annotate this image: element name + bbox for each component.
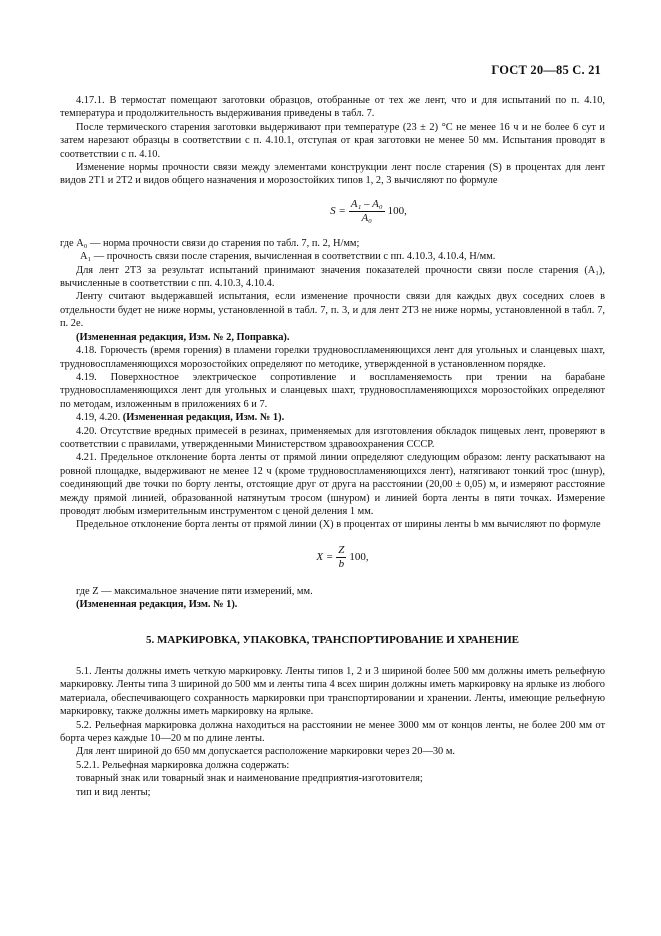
paragraph-5-2-b: Для лент шириной до 650 мм допускается расположение маркировки через 20—30 м. — [76, 746, 455, 758]
paragraph-4-18: 4.18. Горючесть (время горения) в пламени горелки трудновоспламеняющихся лент для угольных и сланцевых шахт, трудновоспламеняющихся морозостойких определяют по методике, утвержденной в установленном порядке. — [60, 345, 605, 370]
paragraph-5-2: 5.2. Рельефная маркировка должна находиться на расстоянии не менее 3000 мм от концов ленты, не более 200 мм от борта через каждые 10—20 м по длине ленты. — [60, 719, 605, 745]
list-item: тип и вид ленты; — [76, 786, 151, 798]
formula-s — [132, 198, 605, 225]
where-a0: где A₀ — норма прочности связи до старения по табл. 7, п. 2, Н/мм; — [60, 237, 360, 249]
paragraph-4-20: 4.20. Отсутствие вредных примесей в резинах, применяемых для изготовления обкладок пищевых лент, проверяют в соответствии с правилами, утвержденными Министерством здравоохранения СССР. — [60, 425, 605, 450]
formula-s-denominator: A₀ — [361, 211, 372, 224]
edition-note-2-prefix: 4.19, 4.20. — [76, 412, 123, 424]
formula-s-numerator: A₁ – A₀ — [350, 197, 383, 210]
formula-s-lhs: S = — [330, 204, 346, 217]
edition-note-2 — [60, 411, 605, 424]
where-a1: A₁ — прочность связи после старения, вычисленная в соответствии с пп. 4.10.3, 4.10.4, Н/мм. — [80, 251, 496, 263]
page-header: ГОСТ 20—85 С. 21 — [491, 63, 601, 77]
paragraph-4-17-1: 4.17.1. В термостат помещают заготовки образцов, отобранные от тех же лент, что и для испытаний по п. 4.10, температура и продолжительность выдерживания приведены в табл. 7. — [60, 95, 605, 120]
formula-x-denominator: b — [338, 557, 345, 570]
paragraph-5-1: 5.1. Ленты должны иметь четкую маркировку. Ленты типов 1, 2 и 3 шириной более 500 мм должны иметь рельефную маркировку. Ленты типа 3 шириной до 500 мм и ленты типа 4 всех ширин должны иметь маркировку на ярлыке из любого материала, обеспечивающего сохранность маркировки при транспортировании и хранении. Ленты, имеющие рельефную маркировку, также должны иметь маркировку на ярлыке. — [60, 666, 605, 718]
edition-note-2-text: (Измененная редакция, Изм. № 1). — [122, 412, 285, 424]
paragraph-5-2-1: 5.2.1. Рельефная маркировка должна содержать: — [76, 759, 290, 771]
list-item: товарный знак или товарный знак и наименование предприятия-изготовителя; — [76, 773, 423, 785]
edition-note-3: (Измененная редакция, Изм. № 1). — [76, 599, 238, 611]
formula-s-fraction — [349, 198, 385, 225]
formula-x-fraction — [336, 544, 346, 571]
formula-x-lhs: X = — [316, 550, 334, 563]
paragraph-pass-criteria: Ленту считают выдержавшей испытания, если изменение прочности связи для каждых двух соседних слоев в отдельности будет не ниже нормы, установленной в табл. 7, п. 3, и для лент 2Т3 не ниже нормы, установленной в табл. 7, п. 2е. — [60, 291, 605, 330]
formula-x — [80, 544, 605, 571]
document-body — [60, 94, 605, 799]
edition-note-1: (Измененная редакция, Изм. № 2, Поправка). — [76, 331, 290, 343]
paragraph-strength-change: Изменение нормы прочности связи между элементами конструкции лент после старения (S) в процентах для лент видов 2Т1 и 2Т2 и видов общего назначения и морозостойких типов 1, 2, 3 вычисляют по формуле — [60, 162, 605, 187]
section-heading: 5. МАРКИРОВКА, УПАКОВКА, ТРАНСПОРТИРОВАНИЕ И ХРАНЕНИЕ — [146, 633, 519, 646]
paragraph-4-19: 4.19. Поверхностное электрическое сопротивление и воспламеняемость при трении на барабане трудновоспламеняющихся лент для угольных и сланцевых шахт, трудновоспламеняющихся морозостойких определяют по методам, изложенным в приложениях 6 и 7. — [60, 371, 605, 410]
formula-x-numerator: Z — [338, 543, 345, 556]
paragraph-deviation: Предельное отклонение борта ленты от прямой линии (X) в процентах от ширины ленты b мм вычисляют по формуле — [76, 519, 601, 531]
formula-x-tail: 100, — [349, 550, 369, 563]
paragraph-4-21: 4.21. Предельное отклонение борта ленты от прямой линии определяют следующим образом: ленту раскатывают на ровной площадке, выдерживают не менее 12 ч (кроме трудновоспламеняющихся лент), натягивают тонкий трос (шнур), соединяющий две точки по борту ленты, отстоящие друг от друга на расстоянии (20,00 ± 0,05) м, и измеряют расстояние между прямой линией, образованной натянутым тросом (шнуром) и линией борта ленты в пяти точках. Измерение проводят любым измерительным инструментом с ценой деления 1 мм. — [60, 452, 605, 517]
paragraph-aging: После термического старения заготовки выдерживают при температуре (23 ± 2) °С не менее 16 ч и не более 6 сут и затем нарезают образцы в соответствии с п. 4.10.1, отступая от края заготовки не менее 50 мм. Испытания проводят в соответствии с п. 4.10. — [60, 121, 605, 160]
where-z: где Z — максимальное значение пяти измерений, мм. — [76, 585, 313, 597]
formula-s-tail: 100, — [387, 204, 407, 217]
paragraph-2t3: Для лент 2Т3 за результат испытаний принимают значения показателей прочности связи после старения (A₁), вычисленные в соответствии с пп. 4.10.3, 4.10.4. — [60, 264, 605, 290]
